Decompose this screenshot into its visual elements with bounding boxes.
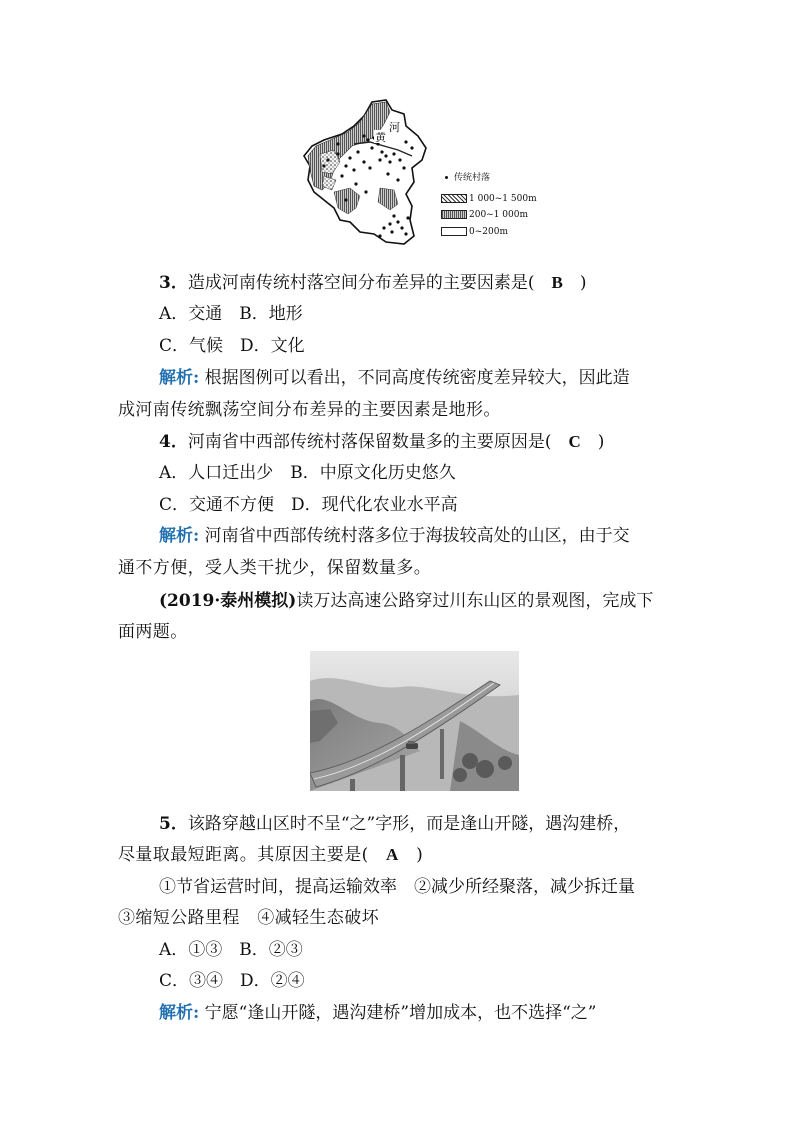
q5-items-line1: ①节省运营时间，提高运输效率 ②减少所经聚落，减少拆迁量 [159,877,635,897]
low-elevation-swatch [441,227,467,236]
q5-answer: A [386,845,399,864]
q5-stem-line2: 尽量取最短距离。其原因主要是( A ) [118,845,424,865]
q3-explanation-line2: 成河南传统飘荡空间分布差异的主要因素是地形。 [118,400,501,420]
q3-options-ab: A．交通 B．地形 [159,304,303,324]
q5-options-cd: C．③④ D．②④ [159,971,305,991]
q3-explanation-line1: 解析: 根据图例可以看出，不同高度传统密度差异较大，因此造 [159,368,630,388]
q4-answer: C [568,432,581,451]
q4-options-ab: A．人口迁出少 B．中原文化历史悠久 [159,463,456,483]
legend-high: 1 000~1 500m [469,194,537,204]
village-dot-icon [445,176,448,179]
q3-options-cd: C．气候 D．文化 [159,336,305,356]
q4-explanation-label: 解析: [159,526,200,546]
q5-stem-line1: 5．该路穿越山区时不呈“之”字形，而是逢山开隧，遇沟建桥， [159,814,631,834]
q5-options-ab: A．①③ B．②③ [159,940,303,960]
q3-answer: B [551,273,563,292]
high-elevation-swatch [441,194,467,203]
q4-options-cd: C．交通不方便 D．现代化农业水平高 [159,495,458,515]
q5-explanation-label: 解析: [159,1003,200,1023]
q3-stem: 3．造成河南传统村落空间分布差异的主要因素是( B ) [159,273,587,293]
q3-explanation-label: 解析: [159,368,200,388]
q4-explanation-line1: 解析: 河南省中西部传统村落多位于海拔较高处的山区，由于交 [159,526,630,546]
mid-elevation-swatch [441,210,467,219]
intro-line1: (2019·泰州模拟)读万达高速公路穿过川东山区的景观图，完成下 [159,591,654,611]
q5-items-line2: ③缩短公路里程 ④减轻生态破坏 [118,908,379,928]
river-label-huang: 黄 [375,131,386,144]
q4-explanation-line2: 通不方便，受人类干扰少，保留数量多。 [118,558,432,578]
intro-line2: 面两题。 [118,622,188,642]
q5-explanation-line1: 解析: 宁愿“逢山开隧，遇沟建桥”增加成本，也不选择“之” [159,1003,597,1023]
q4-stem: 4．河南省中西部传统村落保留数量多的主要原因是( C ) [159,432,605,452]
intro-source: (2019·泰州模拟) [159,591,297,611]
legend-mid: 200~1 000m [469,210,529,220]
legend-low: 0~200m [469,227,508,237]
highway-photo [310,651,519,791]
river-label-he: 河 [389,121,400,134]
legend-title: 传统村落 [454,173,491,183]
